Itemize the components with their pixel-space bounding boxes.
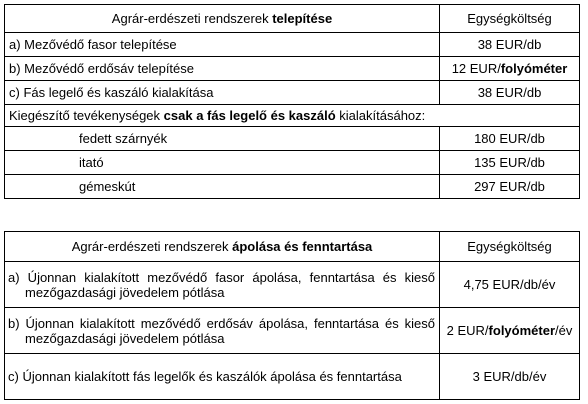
row-cost: 38 EUR/db — [440, 33, 580, 57]
header-bold-text: telepítése — [272, 11, 333, 26]
row-label: b) Újonnan kialakított mezővédő erdősáv ápolása, fenntartása és kieső mezőgazdasági jövedelem pótlása — [5, 308, 440, 354]
cost-unit-bold: folyóméter — [488, 323, 556, 338]
table-row — [5, 262, 580, 308]
table-header-cell — [5, 232, 440, 262]
extra-label: itató — [5, 151, 440, 175]
extra-text: Kiegészítő tevékenységek — [9, 108, 164, 123]
header-bold-text: ápolása és fenntartása — [232, 239, 373, 254]
row-cost — [440, 308, 580, 354]
table-row — [5, 81, 580, 105]
table-row — [5, 354, 580, 400]
extra-cost: 297 EUR/db — [440, 175, 580, 199]
extra-activities-row — [5, 105, 580, 127]
table-row — [5, 175, 580, 199]
cost-prefix: 2 EUR/ — [446, 323, 489, 338]
cost-header: Egységköltség — [440, 5, 580, 33]
cost-header: Egységköltség — [440, 232, 580, 262]
row-cost: 4,75 EUR/db/év — [440, 262, 580, 308]
table-row — [5, 308, 580, 354]
row-label: c) Fás legelő és kaszáló kialakítása — [5, 81, 440, 105]
row-cost: 38 EUR/db — [440, 81, 580, 105]
row-cost — [440, 57, 580, 81]
table-header-cell — [5, 5, 440, 33]
extra-cost: 135 EUR/db — [440, 151, 580, 175]
extra-bold-text: csak a fás legelő és kaszáló — [163, 108, 336, 123]
cost-suffix: /év — [555, 323, 573, 338]
row-cost: 3 EUR/db/év — [440, 354, 580, 400]
row-label: a) Mezővédő fasor telepítése — [5, 33, 440, 57]
table-row — [5, 127, 580, 151]
extra-label: gémeskút — [5, 175, 440, 199]
table-row — [5, 33, 580, 57]
table-header-row — [5, 5, 580, 33]
table-header-row — [5, 232, 580, 262]
extra-cost: 180 EUR/db — [440, 127, 580, 151]
cost-unit-bold: folyóméter — [500, 61, 568, 76]
table-row — [5, 57, 580, 81]
maintenance-cost-table — [4, 231, 580, 400]
extra-suffix-text: kialakításához: — [335, 108, 426, 123]
establishment-cost-table — [4, 4, 580, 199]
row-label: b) Mezővédő erdősáv telepítése — [5, 57, 440, 81]
table-row — [5, 151, 580, 175]
row-label: c) Újonnan kialakított fás legelők és kaszálók ápolása és fenntartása — [5, 354, 440, 400]
extra-activities-cell — [5, 105, 580, 127]
header-text: Agrár-erdészeti rendszerek — [111, 11, 273, 26]
cost-prefix: 12 EUR/ — [451, 61, 501, 76]
header-text: Agrár-erdészeti rendszerek — [71, 239, 233, 254]
row-label: a) Újonnan kialakított mezővédő fasor ápolása, fenntartása és kieső mezőgazdasági jövedelem pótlása — [5, 262, 440, 308]
extra-label: fedett szárnyék — [5, 127, 440, 151]
